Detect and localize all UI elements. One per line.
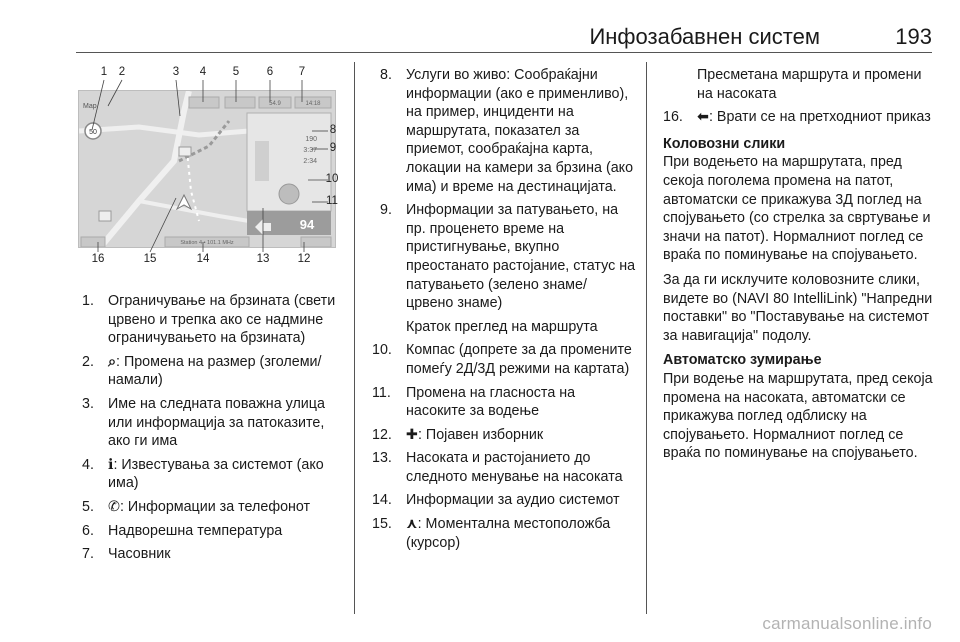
callout-8: 8: [329, 124, 337, 136]
list-item: 3. Име на следната поважна улица или информација за патоказите, ако ги има: [82, 395, 325, 450]
cursor-icon: ⋏: [406, 516, 418, 533]
middle-legend-list: [372, 66, 638, 557]
list-item: 5. ✆: Информации за телефонот: [82, 498, 311, 515]
list-item: 7. Часовник: [82, 546, 171, 563]
list-item: 9. Информации за патувањето, на пр. проценето време на пристигнување, вкупно преостанато растојание, статус на патувањето (зелено знаме/ црвено знаме): [380, 202, 636, 312]
callout-7: 7: [298, 66, 306, 78]
callout-4: 4: [199, 66, 207, 78]
callout-10: 10: [325, 173, 339, 185]
callout-11: 11: [326, 195, 338, 207]
section-heading: Коловозни слики: [663, 135, 786, 152]
clock-text: 14:18: [305, 101, 321, 107]
list-item: 14. Информации за аудио системот: [372, 492, 620, 509]
right-column: [663, 66, 933, 469]
list-item: 1. Ограничување на брзината (свети црвено и трепка ако се надмине ограничувањето на брзината): [82, 293, 336, 347]
callout-16: 16: [91, 253, 105, 265]
watermark: carmanualsonline.info: [762, 614, 932, 633]
page-header: [76, 22, 932, 52]
page-number: 193: [895, 24, 932, 49]
temperature-text: 54.9: [269, 101, 281, 107]
zoom-icon: ⌕: [108, 353, 117, 370]
list-item: 8. Услуги во живо: Сообраќајни информации (ако е применливо), на пример, инциденти на маршрутата, показател за приемот, сообраќајна карта, локации на камери за брзина (ако има) и време на дестинацијата.: [380, 67, 634, 195]
list-item-continuation: Пресметана маршрута и промени на насоката: [697, 67, 922, 102]
map-label: Map: [83, 103, 97, 110]
list-item: 4. ℹ: Известувања за системот (ако има): [82, 456, 324, 492]
callout-9: 9: [329, 142, 337, 154]
trip-distance-text: 190: [305, 136, 317, 143]
list-item: 15. ⋏: Моментална местоположба (курсор): [372, 516, 611, 551]
callout-12: 12: [297, 253, 311, 265]
trip-time-2-text: 2:34: [303, 158, 317, 165]
list-item: 10. Компас (допрете за да промените помеѓу 2Д/3Д режими на картата): [372, 342, 632, 377]
chapter-title: Инфозабавнен систем: [589, 24, 820, 49]
list-item: 6. Надворешна температура: [82, 522, 283, 539]
phone-icon: ✆: [108, 498, 120, 515]
column-divider-2: [646, 62, 647, 614]
callout-15: 15: [143, 253, 157, 265]
next-turn-distance-text: 94: [299, 217, 315, 232]
audio-bar-text: Station 4 • 101.1 MHz: [180, 240, 234, 246]
list-note: Краток преглед на маршрута: [406, 318, 598, 335]
plus-icon: ✚: [406, 426, 418, 443]
left-legend-list: [82, 292, 344, 569]
column-divider-1: [354, 62, 355, 614]
back-arrow-icon: ⬅: [697, 109, 709, 126]
section-heading: Автоматско зумирање: [663, 352, 822, 369]
list-item: 12. ✚: Појавен изборник: [372, 426, 544, 443]
paragraph: За да ги исклучите коловозните слики, видете во (NAVI 80 IntelliLink) "Напредни поставки" во "Поставување на системот за навигација" подолу.: [663, 271, 933, 344]
callout-3: 3: [172, 66, 180, 78]
paragraph: При водење на маршрутата, пред секоја промена на насоката, автоматски се прикажува поглед одблиску на спојувањето. Нормалниот поглед се враќа по поминување на спојувањето.: [663, 370, 933, 462]
list-item: 13. Насоката и растојанието до следното менување на насоката: [372, 450, 623, 485]
info-icon: ℹ: [108, 456, 114, 473]
list-item: 2. ⌕: Промена на размер (зголеми/намали): [82, 353, 322, 389]
list-item: 16. ⬅: Врати се на претходниот приказ: [663, 109, 931, 126]
list-item: 11. Промена на гласноста на насоките за водење: [372, 384, 576, 420]
callout-2: 2: [118, 66, 126, 78]
trip-time-1-text: 3:37: [303, 147, 317, 154]
navigation-screen-figure: [76, 62, 338, 268]
callout-1: 1: [100, 66, 108, 78]
speed-limit-text: 50: [89, 129, 97, 136]
paragraph: При водењето на маршрутата, пред секоја поголема промена на патот, автоматски се прикажува 3Д поглед на спојувањето (со стрелка за свртување и значи на патот). Нормалниот поглед се враќа по поминување на спојувањето.: [663, 154, 931, 264]
callout-6: 6: [266, 66, 274, 78]
header-rule: [76, 52, 932, 53]
callout-lines: [76, 62, 338, 268]
callout-5: 5: [232, 66, 240, 78]
callout-13: 13: [256, 253, 270, 265]
callout-14: 14: [196, 253, 210, 265]
